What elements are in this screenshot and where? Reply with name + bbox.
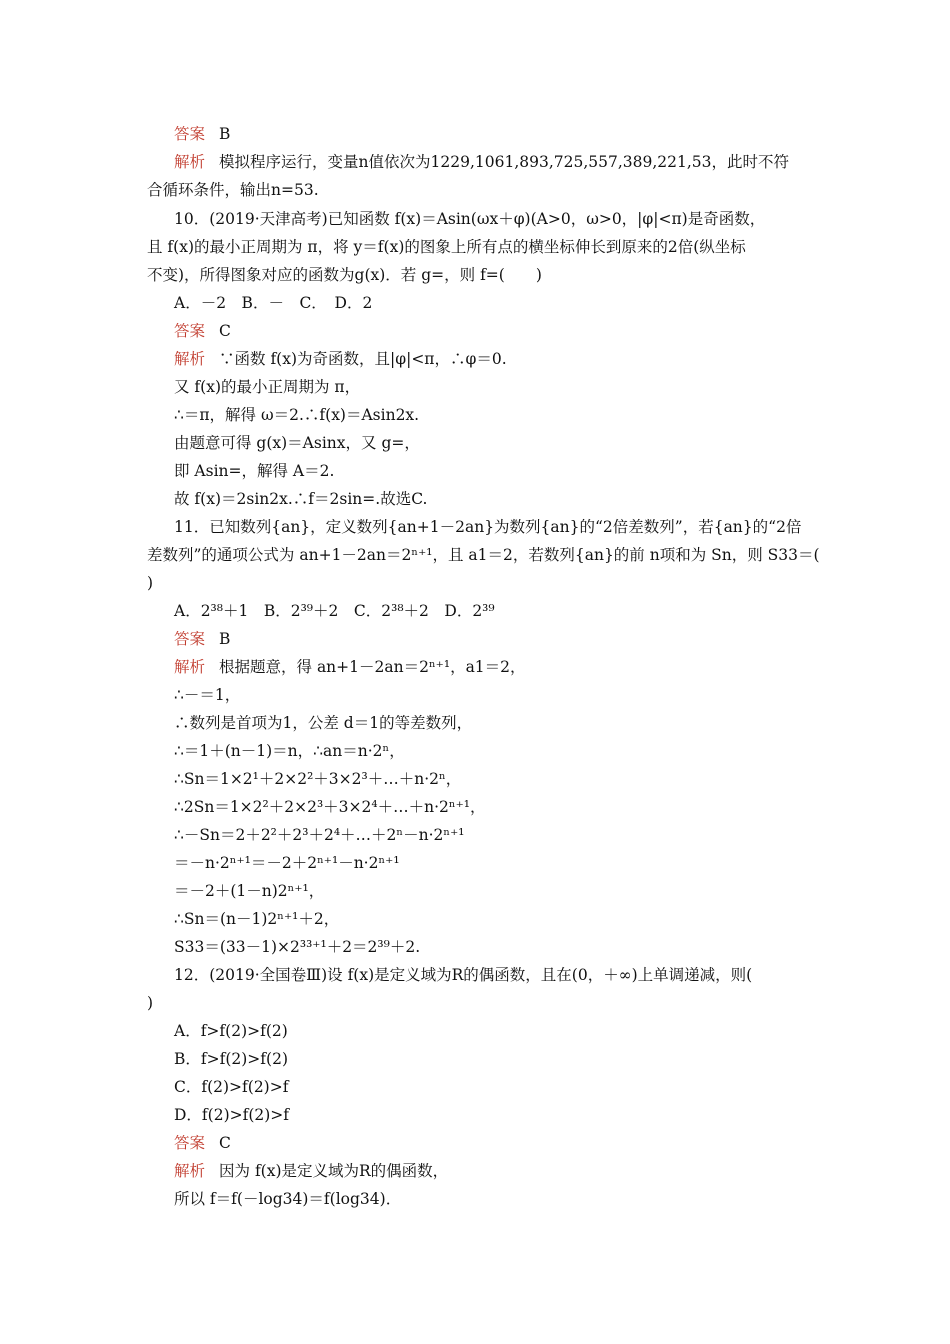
text-line bbox=[174, 1049, 288, 1069]
text-line bbox=[147, 237, 746, 257]
text-line bbox=[174, 517, 801, 537]
line-text: 差数列”的通项公式为 an+1－2an＝2ⁿ⁺¹，且 a1＝2，若数列{an}的前 n项和为 Sn，则 S33＝( bbox=[147, 546, 820, 564]
line-text: C bbox=[219, 322, 231, 340]
line-text: A．f>f(2)>f(2) bbox=[174, 1022, 288, 1040]
line-text: ∵函数 f(x)为奇函数，且|φ|<π，∴φ＝0. bbox=[219, 350, 507, 368]
text-line bbox=[174, 1189, 401, 1209]
line-text: ∴2Sn＝1×2²＋2×2³＋3×2⁴＋…＋n·2ⁿ⁺¹， bbox=[174, 798, 486, 816]
line-text: 11．已知数列{an}，定义数列{an+1－2an}为数列{an}的“2倍差数列”，若{an}的“2倍 bbox=[174, 518, 802, 536]
answer-label: 答案 bbox=[174, 125, 206, 143]
text-line bbox=[174, 293, 372, 313]
line-text: 且 f(x)的最小正周期为 π，将 y＝f(x)的图象上所有点的横坐标伸长到原来的2倍(纵坐标 bbox=[147, 238, 746, 256]
text-line bbox=[174, 629, 230, 649]
text-line bbox=[147, 180, 319, 200]
text-line bbox=[174, 1077, 288, 1097]
line-text: 模拟程序运行，变量n值依次为1229,1061,893,725,557,389,221,53，此时不符 bbox=[219, 153, 790, 171]
text-line bbox=[147, 993, 153, 1013]
line-text: D．f(2)>f(2)>f bbox=[174, 1106, 290, 1124]
text-line bbox=[174, 937, 420, 957]
line-text: 不变)，所得图象对应的函数为g(x)．若 g=，则 f=( ) bbox=[147, 266, 542, 284]
line-text: B．f>f(2)>f(2) bbox=[174, 1050, 288, 1068]
text-line bbox=[174, 1021, 288, 1041]
text-line bbox=[147, 265, 542, 285]
line-text: 因为 f(x)是定义域为R的偶函数， bbox=[219, 1162, 449, 1180]
text-line bbox=[174, 1133, 231, 1153]
line-text: ∴Sn＝(n－1)2ⁿ⁺¹＋2， bbox=[174, 910, 340, 928]
text-line bbox=[174, 601, 495, 621]
text-line bbox=[174, 881, 324, 901]
text-line bbox=[174, 377, 360, 397]
line-text: C．f(2)>f(2)>f bbox=[174, 1078, 289, 1096]
text-line bbox=[174, 797, 485, 817]
text-line bbox=[174, 433, 420, 453]
text-line bbox=[174, 405, 419, 425]
line-text: 故 f(x)＝2sin2x.∴f＝2sin=.故选C. bbox=[174, 490, 428, 508]
line-text: ∴Sn＝1×2¹＋2×2²＋3×2³＋…＋n·2ⁿ， bbox=[174, 770, 462, 788]
text-line bbox=[174, 909, 339, 929]
line-text: 合循环条件，输出n=53. bbox=[147, 181, 319, 199]
answer-label: 答案 bbox=[174, 630, 206, 648]
text-line bbox=[174, 825, 465, 845]
line-text: ∴＝1＋(n－1)＝n，∴an＝n·2ⁿ， bbox=[174, 742, 405, 760]
text-line bbox=[174, 349, 507, 369]
line-text: 所以 f＝f(－log34)＝f(log34)． bbox=[174, 1190, 402, 1208]
line-text: 10．(2019·天津高考)已知函数 f(x)＝Asin(ωx＋φ)(A>0，ω>0，|φ|<π)是奇函数， bbox=[174, 210, 766, 228]
text-line bbox=[174, 209, 765, 229]
text-line bbox=[147, 545, 820, 565]
line-text: ＝－2＋(1－n)2ⁿ⁺¹， bbox=[174, 882, 325, 900]
line-text: 即 Asin=，解得 A＝2. bbox=[174, 462, 335, 480]
text-line bbox=[174, 321, 231, 341]
text-line bbox=[147, 573, 153, 593]
line-text: A．2³⁸＋1 B．2³⁹＋2 C．2³⁸＋2 D．2³⁹ bbox=[174, 602, 495, 620]
line-text: ∴－＝1， bbox=[174, 686, 241, 704]
answer-label: 解析 bbox=[174, 153, 206, 171]
text-line bbox=[174, 152, 789, 172]
text-line bbox=[174, 1161, 448, 1181]
line-text: ) bbox=[147, 574, 154, 592]
line-text: C bbox=[219, 1134, 231, 1152]
line-text: 12．(2019·全国卷Ⅲ)设 f(x)是定义域为R的偶函数，且在(0，＋∞)上单调递减，则( bbox=[174, 966, 753, 984]
answer-label: 解析 bbox=[174, 1162, 206, 1180]
line-text: 由题意可得 g(x)＝Asinx，又 g=， bbox=[174, 434, 420, 452]
line-text: 又 f(x)的最小正周期为 π， bbox=[174, 378, 361, 396]
line-text: S33＝(33－1)×2³³⁺¹＋2＝2³⁹＋2. bbox=[174, 938, 421, 956]
text-line bbox=[174, 657, 526, 677]
line-text: ) bbox=[147, 994, 154, 1012]
line-text: 根据题意，得 an+1－2an＝2ⁿ⁺¹，a1＝2， bbox=[219, 658, 526, 676]
text-line bbox=[174, 769, 461, 789]
answer-label: 答案 bbox=[174, 322, 206, 340]
line-text: ∴＝π，解得 ω＝2.∴f(x)＝Asin2x. bbox=[174, 406, 420, 424]
line-text: A．－2 B．－ C． D．2 bbox=[174, 294, 373, 312]
text-line bbox=[174, 489, 427, 509]
answer-label: 答案 bbox=[174, 1134, 206, 1152]
text-line bbox=[174, 124, 230, 144]
answer-label: 解析 bbox=[174, 658, 206, 676]
answer-label: 解析 bbox=[174, 350, 206, 368]
text-line bbox=[174, 685, 240, 705]
line-text: ＝－n·2ⁿ⁺¹＝－2＋2ⁿ⁺¹－n·2ⁿ⁺¹ bbox=[174, 854, 400, 872]
line-text: ∴数列是首项为1，公差 d＝1的等差数列， bbox=[174, 714, 473, 732]
text-line bbox=[174, 461, 334, 481]
text-line bbox=[174, 741, 405, 761]
text-line bbox=[174, 713, 472, 733]
text-line bbox=[174, 853, 400, 873]
text-line bbox=[174, 1105, 289, 1125]
line-text: B bbox=[219, 630, 231, 648]
line-text: B bbox=[219, 125, 231, 143]
line-text: ∴－Sn＝2＋2²＋2³＋2⁴＋…＋2ⁿ－n·2ⁿ⁺¹ bbox=[174, 826, 465, 844]
text-line bbox=[174, 965, 752, 985]
